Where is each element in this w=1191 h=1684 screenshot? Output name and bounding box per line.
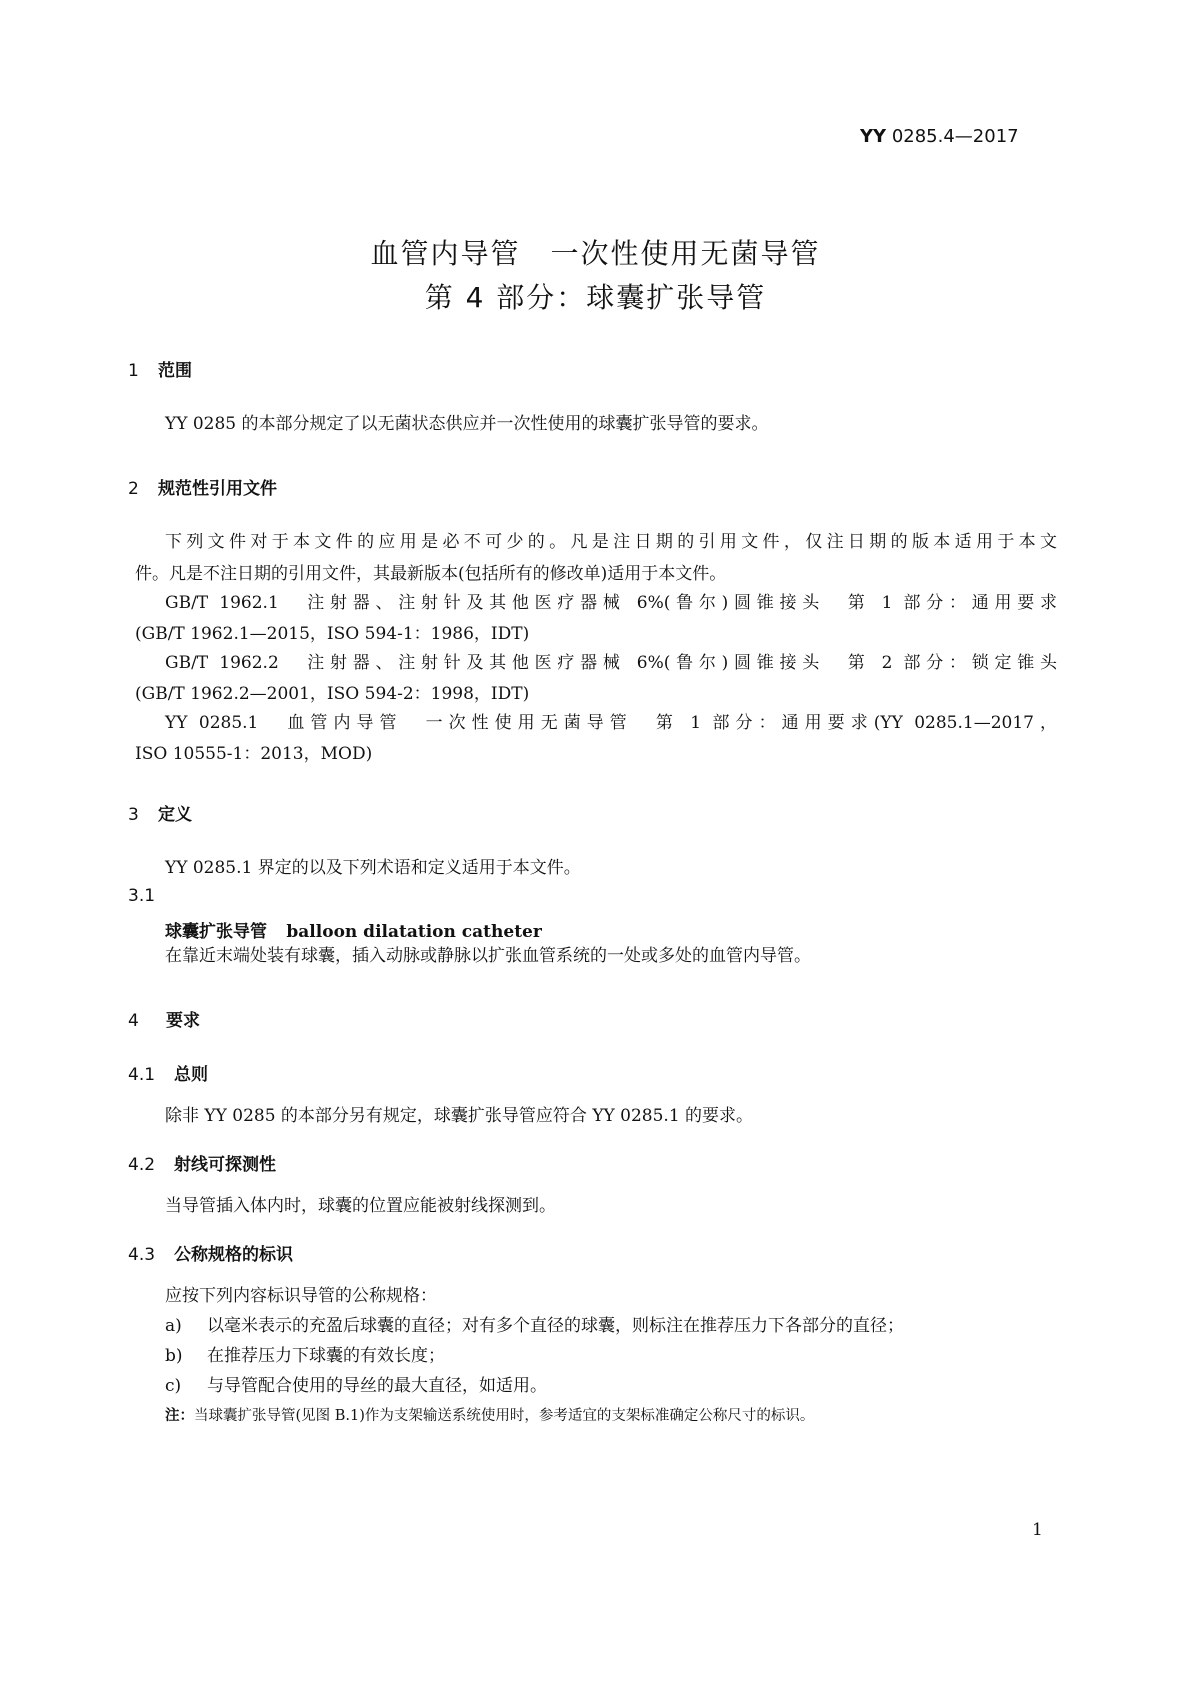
subsection-number: 4.2	[128, 1155, 156, 1175]
reference-3-line2: ISO 10555-1：2013，MOD)	[135, 744, 373, 764]
document-title-line1: 血管内导管 一次性使用无菌导管	[370, 237, 821, 270]
subsection-3-1-number: 3.1	[128, 886, 156, 906]
list-item-marker: a)	[165, 1316, 182, 1336]
page-number: 1	[1032, 1520, 1043, 1540]
section-3-heading	[128, 800, 192, 825]
list-item	[165, 1370, 547, 1402]
reference-1-line2: (GB/T 1962.1—2015，ISO 594-1：1986，IDT)	[135, 624, 530, 644]
reference-3-line1: YY 0285.1 血管内导管 一次性使用无菌导管 第 1 部分：通用要求(YY 0285.1—2017，	[165, 713, 1057, 733]
section-2-intro-line1: 下列文件对于本文件的应用是必不可少的。凡是注日期的引用文件，仅注日期的版本适用于本文	[165, 532, 1057, 552]
section-2-intro-line2: 件。凡是不注日期的引用文件，其最新版本(包括所有的修改单)适用于本文件。	[135, 564, 727, 584]
section-number: 3	[128, 805, 139, 825]
section-title: 要求	[166, 1011, 200, 1031]
subsection-4-2-heading	[128, 1150, 276, 1175]
section-number: 2	[128, 479, 139, 499]
list-item-text: 与导管配合使用的导丝的最大直径，如适用。	[207, 1376, 547, 1396]
section-number: 4	[128, 1011, 139, 1031]
subsection-title: 公称规格的标识	[174, 1245, 293, 1265]
reference-1-line1: GB/T 1962.1 注射器、注射针及其他医疗器械 6%(鲁尔)圆锥接头 第 1 部分：通用要求	[165, 593, 1057, 613]
note-text: 当球囊扩张导管(见图 B.1)作为支架输送系统使用时，参考适宜的支架标准确定公称尺寸的标识。	[194, 1408, 815, 1424]
document-title-line2: 第 4 部分：球囊扩张导管	[424, 281, 767, 314]
standard-code	[860, 126, 1019, 147]
list-item-text: 在推荐压力下球囊的有效长度；	[207, 1346, 445, 1366]
section-3-paragraph: YY 0285.1 界定的以及下列术语和定义适用于本文件。	[165, 858, 581, 878]
standard-code-number: 0285.4—2017	[891, 126, 1019, 147]
section-1-paragraph: YY 0285 的本部分规定了以无菌状态供应并一次性使用的球囊扩张导管的要求。	[165, 414, 769, 434]
term-english: balloon dilatation catheter	[286, 922, 542, 942]
standard-code-prefix: YY	[860, 126, 887, 147]
section-4-heading	[128, 1006, 200, 1031]
subsection-4-2-paragraph: 当导管插入体内时，球囊的位置应能被射线探测到。	[165, 1196, 556, 1216]
note	[165, 1404, 814, 1425]
list-item-marker: c)	[165, 1376, 182, 1396]
term-chinese: 球囊扩张导管	[165, 922, 267, 942]
term-definition: 在靠近末端处装有球囊，插入动脉或静脉以扩张血管系统的一处或多处的血管内导管。	[165, 946, 811, 966]
note-label: 注：	[165, 1408, 194, 1424]
section-2-heading	[128, 474, 277, 499]
term-entry	[165, 917, 542, 942]
subsection-number: 4.3	[128, 1245, 156, 1265]
section-title: 定义	[158, 805, 192, 825]
list-item-text: 以毫米表示的充盈后球囊的直径；对有多个直径的球囊，则标注在推荐压力下各部分的直径；	[207, 1316, 904, 1336]
section-1-heading	[128, 356, 192, 381]
subsection-title: 射线可探测性	[174, 1155, 276, 1175]
section-title: 规范性引用文件	[158, 479, 277, 499]
reference-2-line1: GB/T 1962.2 注射器、注射针及其他医疗器械 6%(鲁尔)圆锥接头 第 2 部分：锁定锥头	[165, 653, 1057, 673]
list-item-marker: b)	[165, 1346, 183, 1366]
subsection-number: 4.1	[128, 1065, 156, 1085]
subsection-4-1-heading	[128, 1060, 208, 1085]
section-number: 1	[128, 361, 139, 381]
reference-2-line2: (GB/T 1962.2—2001，ISO 594-2：1998，IDT)	[135, 684, 530, 704]
subsection-4-1-paragraph: 除非 YY 0285 的本部分另有规定，球囊扩张导管应符合 YY 0285.1 的要求。	[165, 1106, 754, 1126]
subsection-4-3-heading	[128, 1240, 293, 1265]
list-item	[165, 1310, 904, 1342]
subsection-4-3-intro: 应按下列内容标识导管的公称规格：	[165, 1286, 437, 1306]
list-item	[165, 1340, 445, 1372]
subsection-title: 总则	[174, 1065, 208, 1085]
section-title: 范围	[158, 361, 192, 381]
